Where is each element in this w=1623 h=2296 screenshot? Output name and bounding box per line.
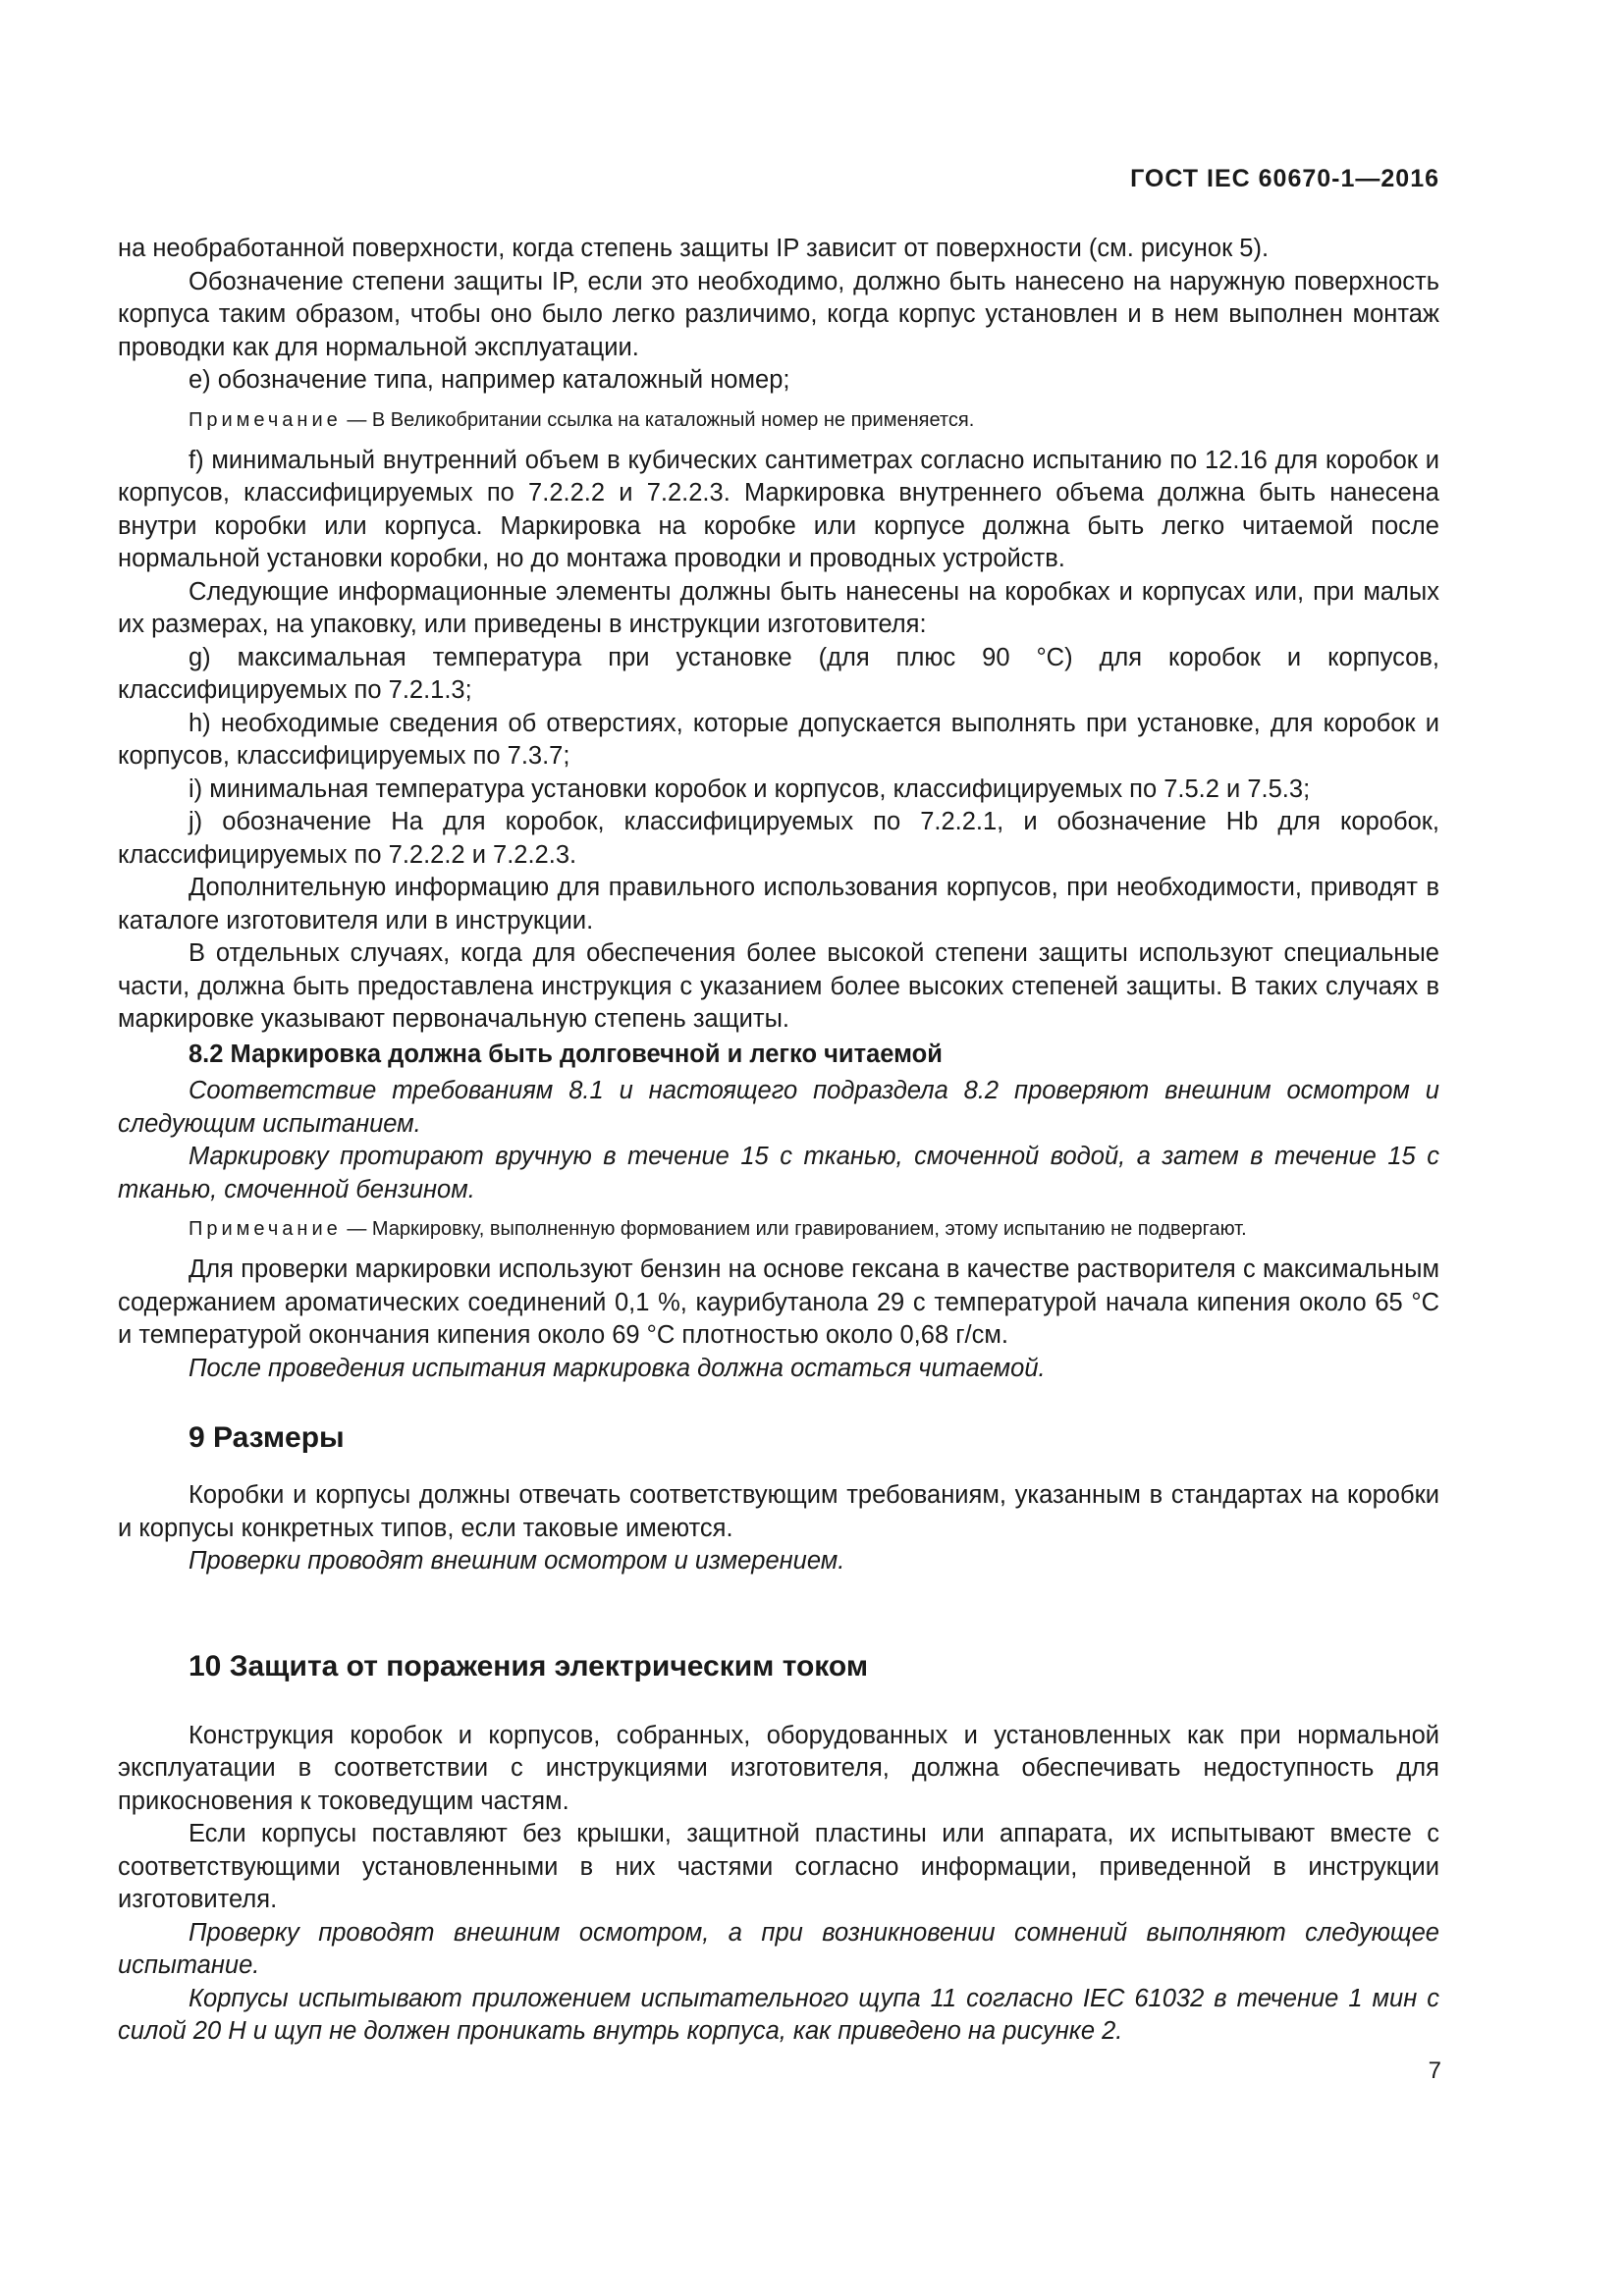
paragraph: Дополнительную информацию для правильного использования корпусов, при необходимости, приводят в каталоге изготовителя или в инструкции. bbox=[118, 874, 1439, 934]
note-text: — В Великобритании ссылка на каталожный номер не применяется. bbox=[341, 408, 975, 431]
page-number: 7 bbox=[1428, 2057, 1441, 2084]
paragraph: Для проверки маркировки используют бензин на основе гексана в качестве растворителя с максимальным содержанием ароматических соединений 0,1 %, каурибутанола 29 с температурой начала кипения около 65 °С и температурой окончания кипения около 69 °С плотностью около 0,68 г/см. bbox=[118, 1255, 1439, 1349]
subsection-heading: 8.2 Маркировка должна быть долговечной и легко читаемой bbox=[189, 1040, 943, 1068]
paragraph: Если корпусы поставляют без крышки, защитной пластины или аппарата, их испытывают вместе с соответствующими установленными в них частями согласно информации, приведенной в инструкции изготовителя. bbox=[118, 1820, 1439, 1913]
note bbox=[118, 404, 1439, 436]
list-item-e: e) обозначение типа, например каталожный номер; bbox=[189, 366, 790, 394]
paragraph: Корпусы испытывают приложением испытательного щупа 11 согласно IEC 61032 в течение 1 мин с силой 20 Н и щуп не должен проникать внутрь корпуса, как приведено на рисунке 2. bbox=[118, 1984, 1439, 2045]
paragraph: Проверку проводят внешним осмотром, а при возникновении сомнений выполняют следующее испытание. bbox=[118, 1918, 1439, 1979]
note bbox=[118, 1213, 1439, 1245]
paragraph: После проведения испытания маркировка должна остаться читаемой. bbox=[189, 1354, 1046, 1382]
list-item-j: j) обозначение На для коробок, классифицируемых по 7.2.2.1, и обозначение Hb для коробок, классифицируемых по 7.2.2.2 и 7.2.2.3. bbox=[118, 808, 1439, 869]
paragraph: Следующие информационные элементы должны быть нанесены на коробках и корпусах или, при малых их размерах, на упаковку, или приведены в инструкции изготовителя: bbox=[118, 577, 1439, 638]
section-heading: 10 Защита от поражения электрическим током bbox=[189, 1649, 869, 1682]
list-item-h: h) необходимые сведения об отверстиях, которые допускается выполнять при установке, для коробок и корпусов, классифицируемых по 7.3.7; bbox=[118, 709, 1439, 770]
note-text: — Маркировку, выполненную формованием или гравированием, этому испытанию не подвергают. bbox=[341, 1218, 1247, 1240]
paragraph: на необработанной поверхности, когда степень защиты IP зависит от поверхности (см. рисунок 5). bbox=[118, 235, 1270, 262]
document-body bbox=[118, 233, 1439, 2049]
list-item-g: g) максимальная температура при установке (для плюс 90 °С) для коробок и корпусов, классифицируемых по 7.2.1.3; bbox=[118, 643, 1439, 704]
note-label: Примечание bbox=[189, 408, 342, 431]
paragraph: Конструкция коробок и корпусов, собранных, оборудованных и установленных как при нормальной эксплуатации в соответствии с инструкциями изготовителя, должна обеспечивать недоступность для прикосновения к токоведущим частям. bbox=[118, 1721, 1439, 1815]
list-item-f: f) минимальный внутренний объем в кубических сантиметрах согласно испытанию по 12.16 для коробок и корпусов, классифицируемых по 7.2.2.2 и 7.2.2.3. Маркировка внутреннего объема должна быть нанесена внутри коробки или корпуса. Маркировка на коробке или корпусе должна быть легко читаемой после нормальной установки коробки, но до монтажа проводки и проводных устройств. bbox=[118, 446, 1439, 572]
note-label: Примечание bbox=[189, 1218, 342, 1240]
paragraph: Коробки и корпусы должны отвечать соответствующим требованиям, указанным в стандартах на коробки и корпусы конкретных типов, если таковые имеются. bbox=[118, 1481, 1439, 1542]
list-item-i: i) минимальная температура установки коробок и корпусов, классифицируемых по 7.5.2 и 7.5.3; bbox=[189, 774, 1311, 803]
paragraph: Маркировку протирают вручную в течение 15 с тканью, смоченной водой, а затем в течение 15 с тканью, смоченной бензином. bbox=[118, 1143, 1439, 1203]
paragraph: Обозначение степени защиты IP, если это необходимо, должно быть нанесено на наружную поверхность корпуса таким образом, чтобы оно было легко различимо, когда корпус установлен и в нем выполнен монтаж проводки как для нормальной эксплуатации. bbox=[118, 267, 1439, 361]
paragraph: Проверки проводят внешним осмотром и измерением. bbox=[189, 1547, 845, 1575]
section-heading: 9 Размеры bbox=[189, 1421, 345, 1454]
paragraph: Соответствие требованиям 8.1 и настоящего подраздела 8.2 проверяют внешним осмотром и следующим испытанием. bbox=[118, 1077, 1439, 1138]
document-header: ГОСТ IEC 60670-1—2016 bbox=[1130, 165, 1439, 192]
paragraph: В отдельных случаях, когда для обеспечения более высокой степени защиты используют специальные части, должна быть предоставлена инструкция с указанием более высоких степеней защиты. В таких случаях в маркировке указывают первоначальную степень защиты. bbox=[118, 939, 1439, 1033]
